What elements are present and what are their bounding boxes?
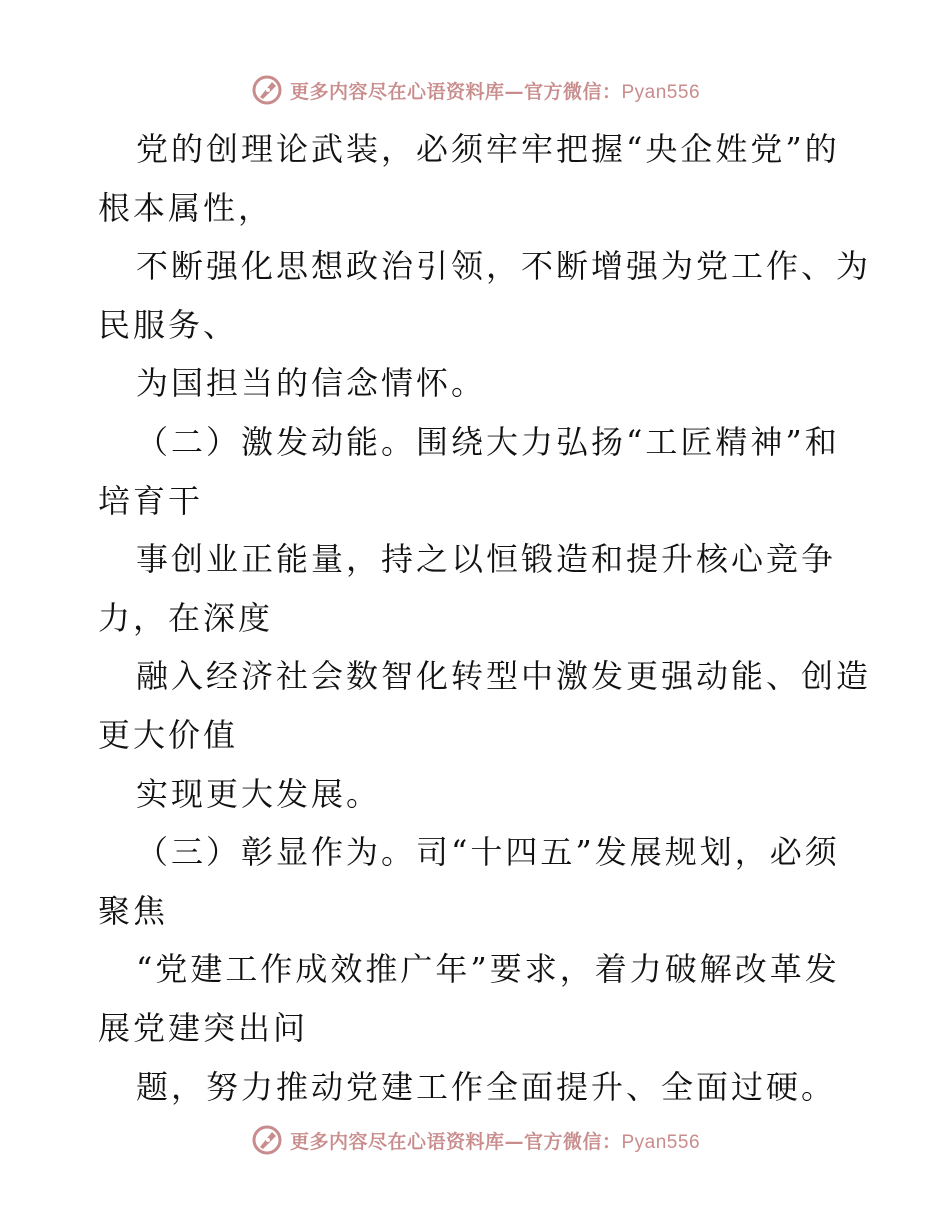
- body-line: 融入经济社会数智化转型中激发更强动能、创造: [136, 657, 872, 696]
- pen-nib-logo-icon: [250, 1123, 284, 1157]
- body-line: 不断强化思想政治引领，不断增强为党工作、为: [136, 247, 872, 286]
- watermark-text: 更多内容尽在心语资料库—官方微信：Pyan556: [289, 80, 701, 103]
- body-line: 根本属性，: [98, 188, 274, 227]
- body-line: 展党建突出问: [98, 1008, 309, 1047]
- body-line: “党建工作成效推广年”要求，着力破解改革发: [136, 950, 840, 989]
- body-line: 实现更大发展。: [136, 774, 382, 813]
- body-line: 题，努力推动党建工作全面提升、全面过硬。: [136, 1067, 837, 1106]
- body-line: 事创业正能量，持之以恒锻造和提升核心竞争: [136, 540, 837, 579]
- body-line: 更大价值: [98, 715, 239, 754]
- body-line: （三）彰显作为。司“十四五”发展规划，必须: [136, 833, 840, 872]
- body-line: 党的创理论武装，必须牢牢把握“央企姓党”的: [136, 130, 840, 168]
- watermark-text: 更多内容尽在心语资料库—官方微信：Pyan556: [289, 1130, 701, 1153]
- body-line: 力，在深度: [98, 598, 274, 637]
- pen-nib-logo-icon: [250, 73, 284, 107]
- footer-watermark: [0, 1120, 950, 1160]
- body-line: 聚焦: [98, 891, 169, 930]
- document-body: [98, 120, 872, 1116]
- body-line: 民服务、: [98, 305, 239, 344]
- watermark-handle: Pyan556: [621, 1131, 701, 1153]
- body-line: 为国担当的信念情怀。: [136, 364, 487, 403]
- watermark-handle: Pyan556: [621, 81, 701, 103]
- header-watermark: [0, 70, 950, 110]
- body-line: 培育干: [98, 481, 204, 520]
- body-line: （二）激发动能。围绕大力弘扬“工匠精神”和: [136, 422, 840, 461]
